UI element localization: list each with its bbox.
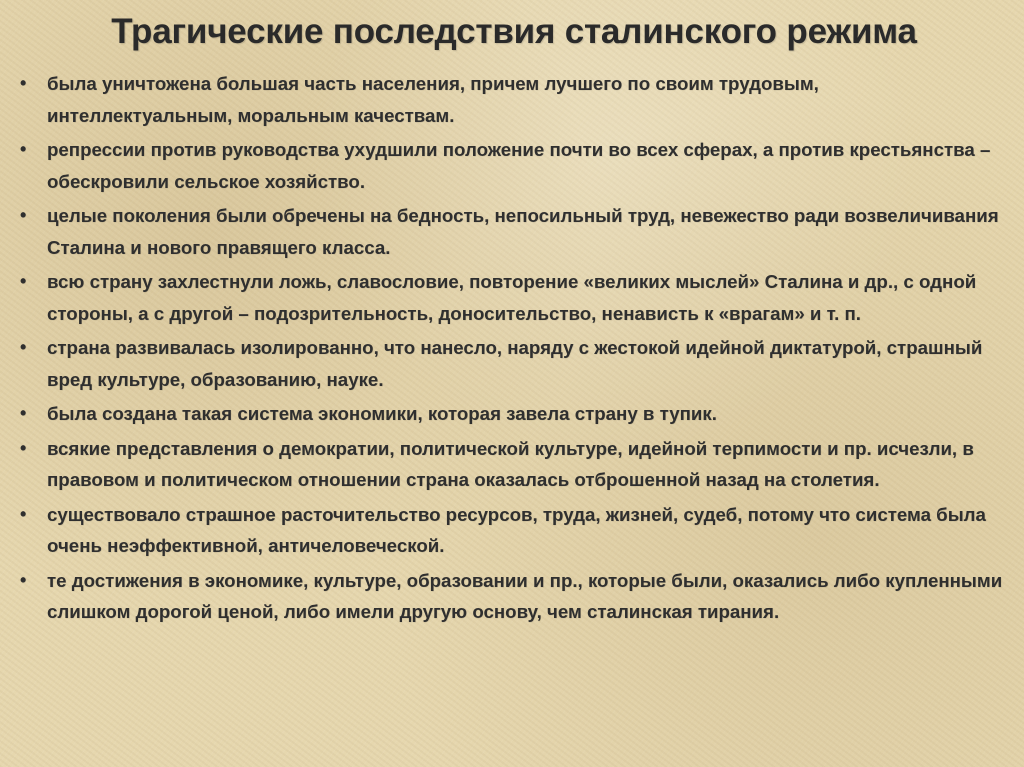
bullet-icon: • (20, 403, 27, 423)
list-item-text: репрессии против руководства ухудшили положение почти во всех сферах, а против крестьянства – обескровили сельское хозяйство. (47, 139, 991, 192)
list-item (18, 200, 1004, 263)
list-item (18, 499, 1004, 562)
bullet-list (18, 68, 1004, 628)
bullet-icon: • (20, 73, 27, 93)
list-item-text: страна развивалась изолированно, что нанесло, наряду с жестокой идейной диктатурой, страшный вред культуре, образованию, науке. (47, 337, 983, 390)
list-item (18, 565, 1004, 628)
list-item-text: существовало страшное расточительство ресурсов, труда, жизней, судеб, потому что система была очень неэффективной, античеловеческой. (47, 503, 986, 556)
list-item-text: была создана такая система экономики, которая завела страну в тупик. (47, 403, 717, 424)
list-item-text: те достижения в экономике, культуре, образовании и пр., которые были, оказались либо купленными слишком дорогой ценой, либо имели другую основу, чем сталинская тирания. (47, 569, 1003, 622)
bullet-icon: • (20, 139, 27, 159)
list-item-text: была уничтожена большая часть населения, причем лучшего по своим трудовым, интеллектуальным, моральным качествам. (47, 73, 819, 126)
list-item (18, 398, 1004, 430)
list-item (18, 433, 1004, 496)
bullet-icon: • (20, 437, 27, 458)
list-item-text: целые поколения были обречены на бедность, непосильный труд, невежество ради возвеличивания Сталина и нового правящего класса. (47, 205, 999, 258)
list-item (18, 332, 1004, 395)
bullet-icon: • (20, 205, 27, 225)
list-item-text: всякие представления о демократии, политической культуре, идейной терпимости и пр. исчезли, в правовом и политическом отношении страна оказалась отброшенной назад на столетия. (47, 437, 974, 490)
bullet-icon: • (20, 569, 27, 590)
bullet-icon: • (20, 503, 27, 524)
list-item (18, 134, 1004, 197)
bullet-icon: • (20, 337, 27, 357)
slide-title: Трагические последствия сталинского режима (111, 12, 917, 51)
bullet-icon: • (20, 271, 27, 291)
list-item (18, 68, 1004, 131)
list-item-text: всю страну захлестнули ложь, славословие, повторение «великих мыслей» Сталина и др., с одной стороны, а с другой – подозрительность, доносительство, ненависть к «врагам» и т. п. (47, 271, 977, 324)
list-item (18, 266, 1004, 329)
